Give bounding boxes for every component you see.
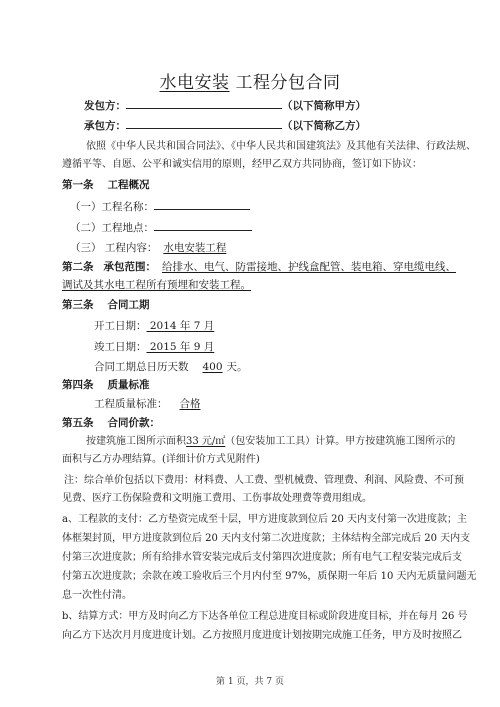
article-4-title: 质量标准: [107, 379, 150, 391]
party-a-line: [84, 97, 366, 114]
project-location-blank: [154, 219, 252, 231]
price-line-1: [86, 434, 455, 450]
article-5-number: 第五条: [62, 417, 94, 429]
article-3-title: 合同工期: [107, 299, 150, 311]
document-title: [0, 68, 500, 93]
payment-line-3: 付第三次进度款；所有给排水管安装完成后支付第四次进度款；所有电气工程安装完成后支: [62, 552, 462, 563]
duration-suffix: 天。: [226, 361, 248, 373]
article-2-number: 第二条: [62, 261, 94, 273]
start-date-value: 2014 年 7 月: [146, 320, 215, 332]
project-location-label: （二）工程地点：: [70, 222, 154, 234]
scope-text-2: 调试及其水电工程所有预埋和安装工程。: [62, 279, 251, 291]
project-name-blank: [154, 198, 250, 210]
party-a-label: 发包方：: [84, 100, 126, 112]
article-2-heading: [62, 259, 456, 275]
project-name-line: [70, 198, 250, 215]
title-underlined-part: 水电安装: [159, 73, 230, 93]
note-line-1: 注：综合单价包括以下费用：材料费、人工费、型机械费、管理费、利润、风险费、不可预: [64, 475, 464, 486]
duration-line: [94, 359, 248, 375]
end-date-line: [94, 339, 214, 355]
duration-prefix: 合同工期总日历天数: [94, 361, 189, 373]
note-line-2: 见费、医疗工伤保险费和文明施工费用、工伤事故处理费等费用组成。: [62, 493, 372, 504]
article-5-title: 合同价款：: [107, 417, 160, 429]
price-line-2: 面积与乙方办理结算。(详细计价方式见附件): [62, 454, 260, 465]
article-2-title: 承包范围：: [103, 261, 156, 273]
duration-days: 400: [202, 361, 223, 373]
page-footer: 第 1 页，共 7 页: [216, 677, 284, 687]
end-date-value: 2015 年 9 月: [146, 341, 215, 353]
project-content-label: （三） 工程内容：: [70, 242, 158, 254]
article-3-number: 第三条: [62, 299, 94, 311]
settlement-line-1: b、结算方式：甲方及时向乙方下达各单位工程总进度目标或阶段进度目标，并在每月 26 号: [62, 611, 468, 622]
party-a-note: （以下简称甲方）: [282, 100, 366, 112]
article-1-number: 第一条: [62, 179, 94, 191]
project-content-line: [70, 240, 226, 256]
project-name-label: （一）工程名称：: [70, 201, 154, 213]
price-prefix: 按建筑施工图所示面积: [86, 436, 186, 447]
scope-text-1: 给排水、电气、防雷接地、护线盒配管、装电箱、穿电缆电线、: [162, 261, 456, 273]
article-4-number: 第四条: [62, 379, 94, 391]
party-b-label: 承包方：: [84, 120, 126, 132]
article-3-heading: [62, 297, 150, 313]
party-b-blank: [126, 117, 282, 129]
title-main-part: 工程分包合同: [235, 73, 341, 93]
intro-line-1: 依照《中华人民共和国合同法》、《中华人民共和国建筑法》及其他有关法律、行政法规、: [86, 141, 476, 152]
payment-line-4: 付第五次进度款；余款在竣工验收后三个月内付至 97%，质保期一年后 10 天内无质量问题无: [62, 571, 477, 582]
start-date-label: 开工日期：: [94, 320, 147, 332]
article-4-heading: [62, 377, 150, 393]
quality-value: 合格: [179, 398, 201, 410]
article-1-title: 工程概况: [107, 179, 150, 191]
price-suffix: （包安装加工工具）计算。甲方按建筑施工图所示的: [225, 436, 456, 447]
article-5-heading: [62, 415, 160, 431]
project-content-value: 水电安装工程: [163, 242, 227, 254]
intro-line-2: 遵循平等、自愿、公平和诚实信用的原则，经甲乙双方共同协商，签订如下协议：: [62, 159, 422, 170]
party-a-blank: [126, 97, 282, 109]
payment-line-1: a、工程款的支付：乙方垫资完成至十层，甲方进度款到位后 20 天内支付第一次进度款；主: [62, 514, 468, 525]
start-date-line: [94, 318, 214, 334]
project-location-line: [70, 219, 252, 236]
payment-line-5: 息一次性付清。: [62, 590, 132, 601]
payment-line-2: 体框架封顶，甲方进度款到位后 20 天内支付第二次进度款；主体结构全部完成后 20 天内支: [62, 533, 471, 544]
quality-label: 工程质量标准：: [94, 398, 168, 410]
article-1-heading: [62, 177, 150, 193]
end-date-label: 竣工日期：: [94, 341, 147, 353]
party-b-line: [84, 117, 366, 134]
party-b-note: （以下简称乙方）: [282, 120, 366, 132]
quality-line: [94, 396, 211, 412]
settlement-line-2: 向乙方下达次月月度进度计划。乙方按照月度进度计划按期完成施工任务，甲方及时按照乙: [62, 630, 462, 641]
price-unit-value: 33 元/㎡: [186, 436, 226, 447]
